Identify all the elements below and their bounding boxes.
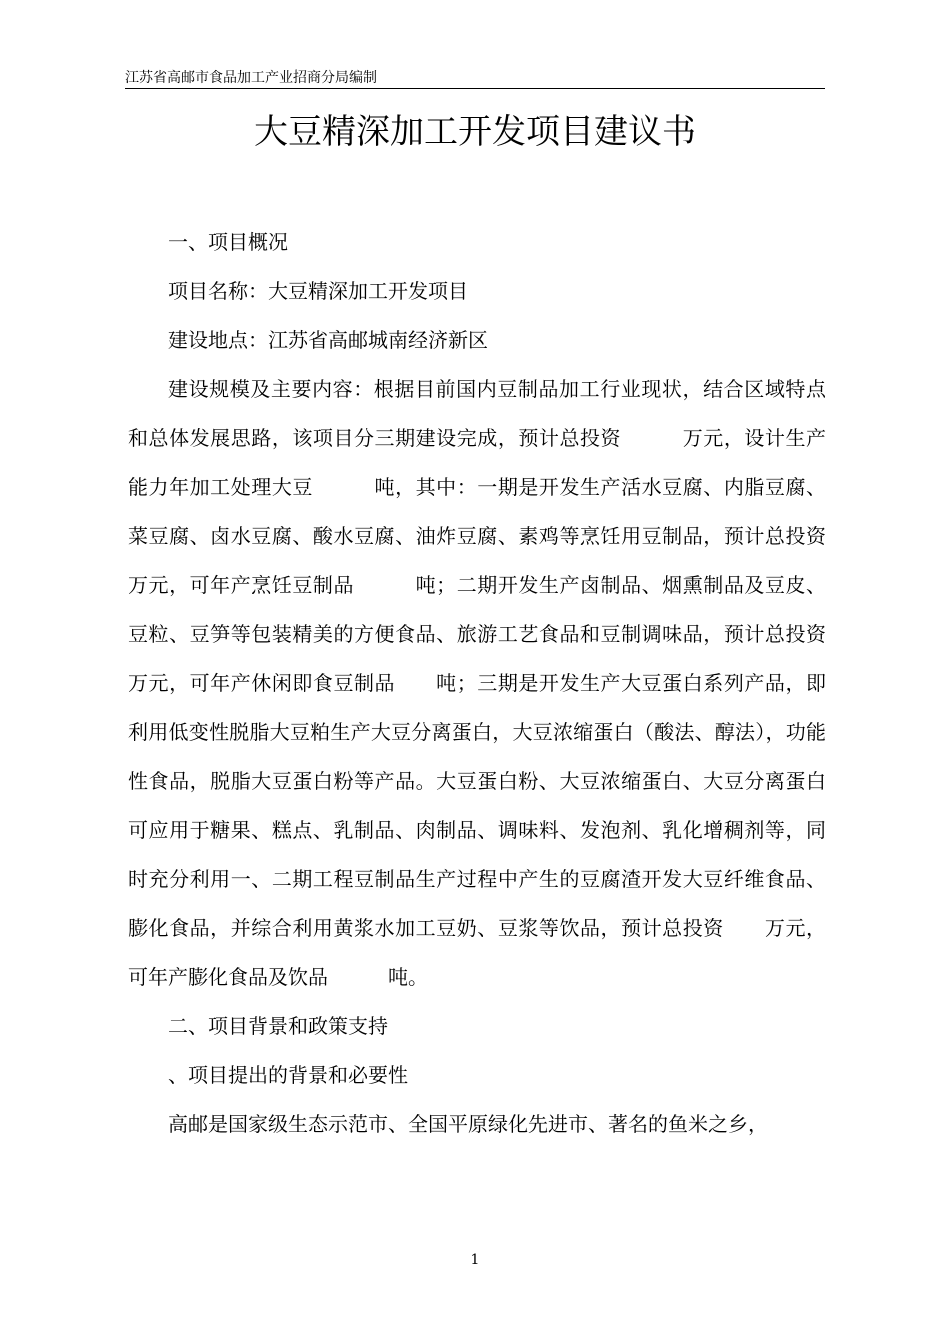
project-name-line: 项目名称：大豆精深加工开发项目 <box>168 279 468 303</box>
section-heading-overview: 一、项目概况 <box>168 230 288 254</box>
project-scale-paragraph: 建设规模及主要内容：根据目前国内豆制品加工行业现状，结合区域特点和总体发展思路，该项目分三期建设完成，预计总投资 万元，设计生产能力年加工处理大豆 吨，其中：一期是开发生产活水豆腐、内脂豆腐、菜豆腐、卤水豆腐、酸水豆腐、油炸豆腐、素鸡等烹饪用豆制品，预计总投资 万元，可年产烹饪豆制品 吨；二期开发生产卤制品、烟熏制品及豆皮、豆粒、豆笋等包装精美的方便食品、旅游工艺食品和豆制调味品，预计总投资 万元，可年产休闲即食豆制品 吨；三期是开发生产大豆蛋白系列产品，即利用低变性脱脂大豆粕生产大豆分离蛋白，大豆浓缩蛋白（酸法、醇法），功能性食品，脱脂大豆蛋白粉等产品。大豆蛋白粉、大豆浓缩蛋白、大豆分离蛋白可应用于糖果、糕点、乳制品、肉制品、调味料、发泡剂、乳化增稠剂等，同时充分利用一、二期工程豆制品生产过程中产生的豆腐渣开发大豆纤维食品、膨化食品，并综合利用黄浆水加工豆奶、豆浆等饮品，预计总投资 万元，可年产膨化食品及饮品 吨。 <box>128 377 886 989</box>
background-paragraph: 高邮是国家级生态示范市、全国平原绿化先进市、著名的鱼米之乡， <box>168 1112 768 1136</box>
document-body <box>128 218 886 1149</box>
subsection-heading-necessity: 、项目提出的背景和必要性 <box>168 1063 408 1087</box>
page-header <box>125 70 825 89</box>
document-title: 大豆精深加工开发项目建议书 <box>254 112 696 152</box>
section-heading-background: 二、项目背景和政策支持 <box>168 1014 388 1038</box>
project-location-line: 建设地点：江苏省高邮城南经济新区 <box>168 328 488 352</box>
page-number: 1 <box>470 1252 480 1268</box>
header-text: 江苏省高邮市食品加工产业招商分局编制 <box>125 70 377 86</box>
